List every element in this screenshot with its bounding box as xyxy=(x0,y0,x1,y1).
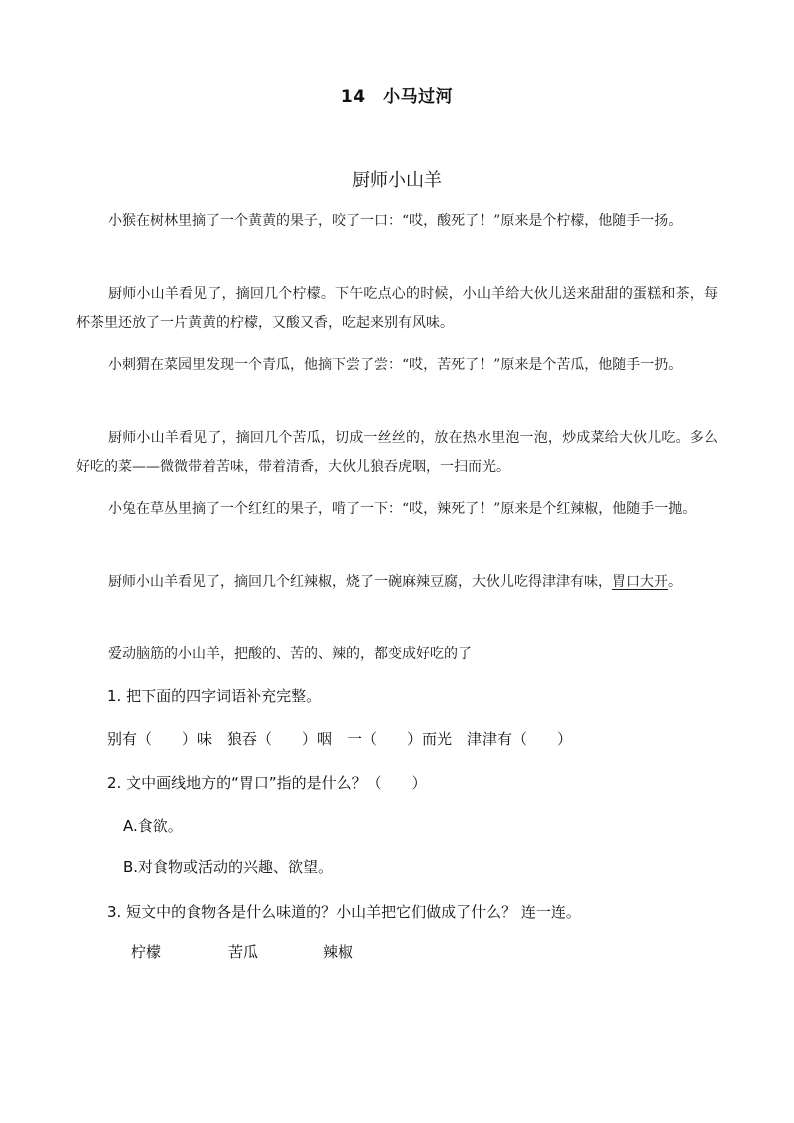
story-title: 厨师小山羊 xyxy=(352,170,442,191)
story-paragraph-7: 爱动脑筋的小山羊，把酸的、苦的、辣的，都变成好吃的了 xyxy=(108,646,472,662)
underlined-phrase: 胃口大开 xyxy=(612,574,668,590)
food-item-chili: 辣椒 xyxy=(323,943,354,961)
question-2: 2. 文中画线地方的“胃口”指的是什么？（ ） xyxy=(107,774,427,792)
story-paragraph-3: 小刺猬在菜园里发现一个青瓜，他摘下尝了尝：“哎，苦死了！”原来是个苦瓜，他随手一扔。 xyxy=(108,357,683,373)
story-paragraph-6-text: 厨师小山羊看见了，摘回几个红辣椒，烧了一碗麻辣豆腐，大伙儿吃得津津有味， xyxy=(108,574,612,590)
food-item-bitter-melon: 苦瓜 xyxy=(228,943,259,961)
story-paragraph-5: 小兔在草丛里摘了一个红红的果子，啃了一下：“哎，辣死了！”原来是个红辣椒，他随手一抛。 xyxy=(108,501,697,517)
story-paragraph-6-end: 。 xyxy=(668,574,682,590)
question-3: 3. 短文中的食物各是什么味道的？小山羊把它们做成了什么？ 连一连。 xyxy=(107,903,581,921)
story-paragraph-2: 厨师小山羊看见了，摘回几个柠檬。下午吃点心的时候，小山羊给大伙儿送来甜甜的蛋糕和茶，每杯茶里还放了一片黄黄的柠檬，又酸又香，吃起来别有风味。 xyxy=(76,286,718,331)
question-2-option-a: A.食欲。 xyxy=(123,817,183,835)
story-paragraph-1: 小猴在树林里摘了一个黄黄的果子，咬了一口：“哎，酸死了！”原来是个柠檬，他随手一扬。 xyxy=(108,213,683,229)
question-1: 1. 把下面的四字词语补充完整。 xyxy=(107,687,322,705)
question-2-option-b: B.对食物或活动的兴趣、欲望。 xyxy=(123,858,334,876)
food-item-lemon: 柠檬 xyxy=(131,943,162,961)
story-paragraph-6 xyxy=(76,568,718,597)
question-1-blanks: 别有（ ）味 狼吞（ ）咽 一（ ）而光 津津有（ ） xyxy=(107,730,573,748)
lesson-title: 14 小马过河 xyxy=(340,87,454,107)
story-paragraph-4: 厨师小山羊看见了，摘回几个苦瓜，切成一丝丝的，放在热水里泡一泡，炒成菜给大伙儿吃。多么好吃的菜——微微带着苦味，带着清香，大伙儿狼吞虎咽，一扫而光。 xyxy=(76,430,718,475)
